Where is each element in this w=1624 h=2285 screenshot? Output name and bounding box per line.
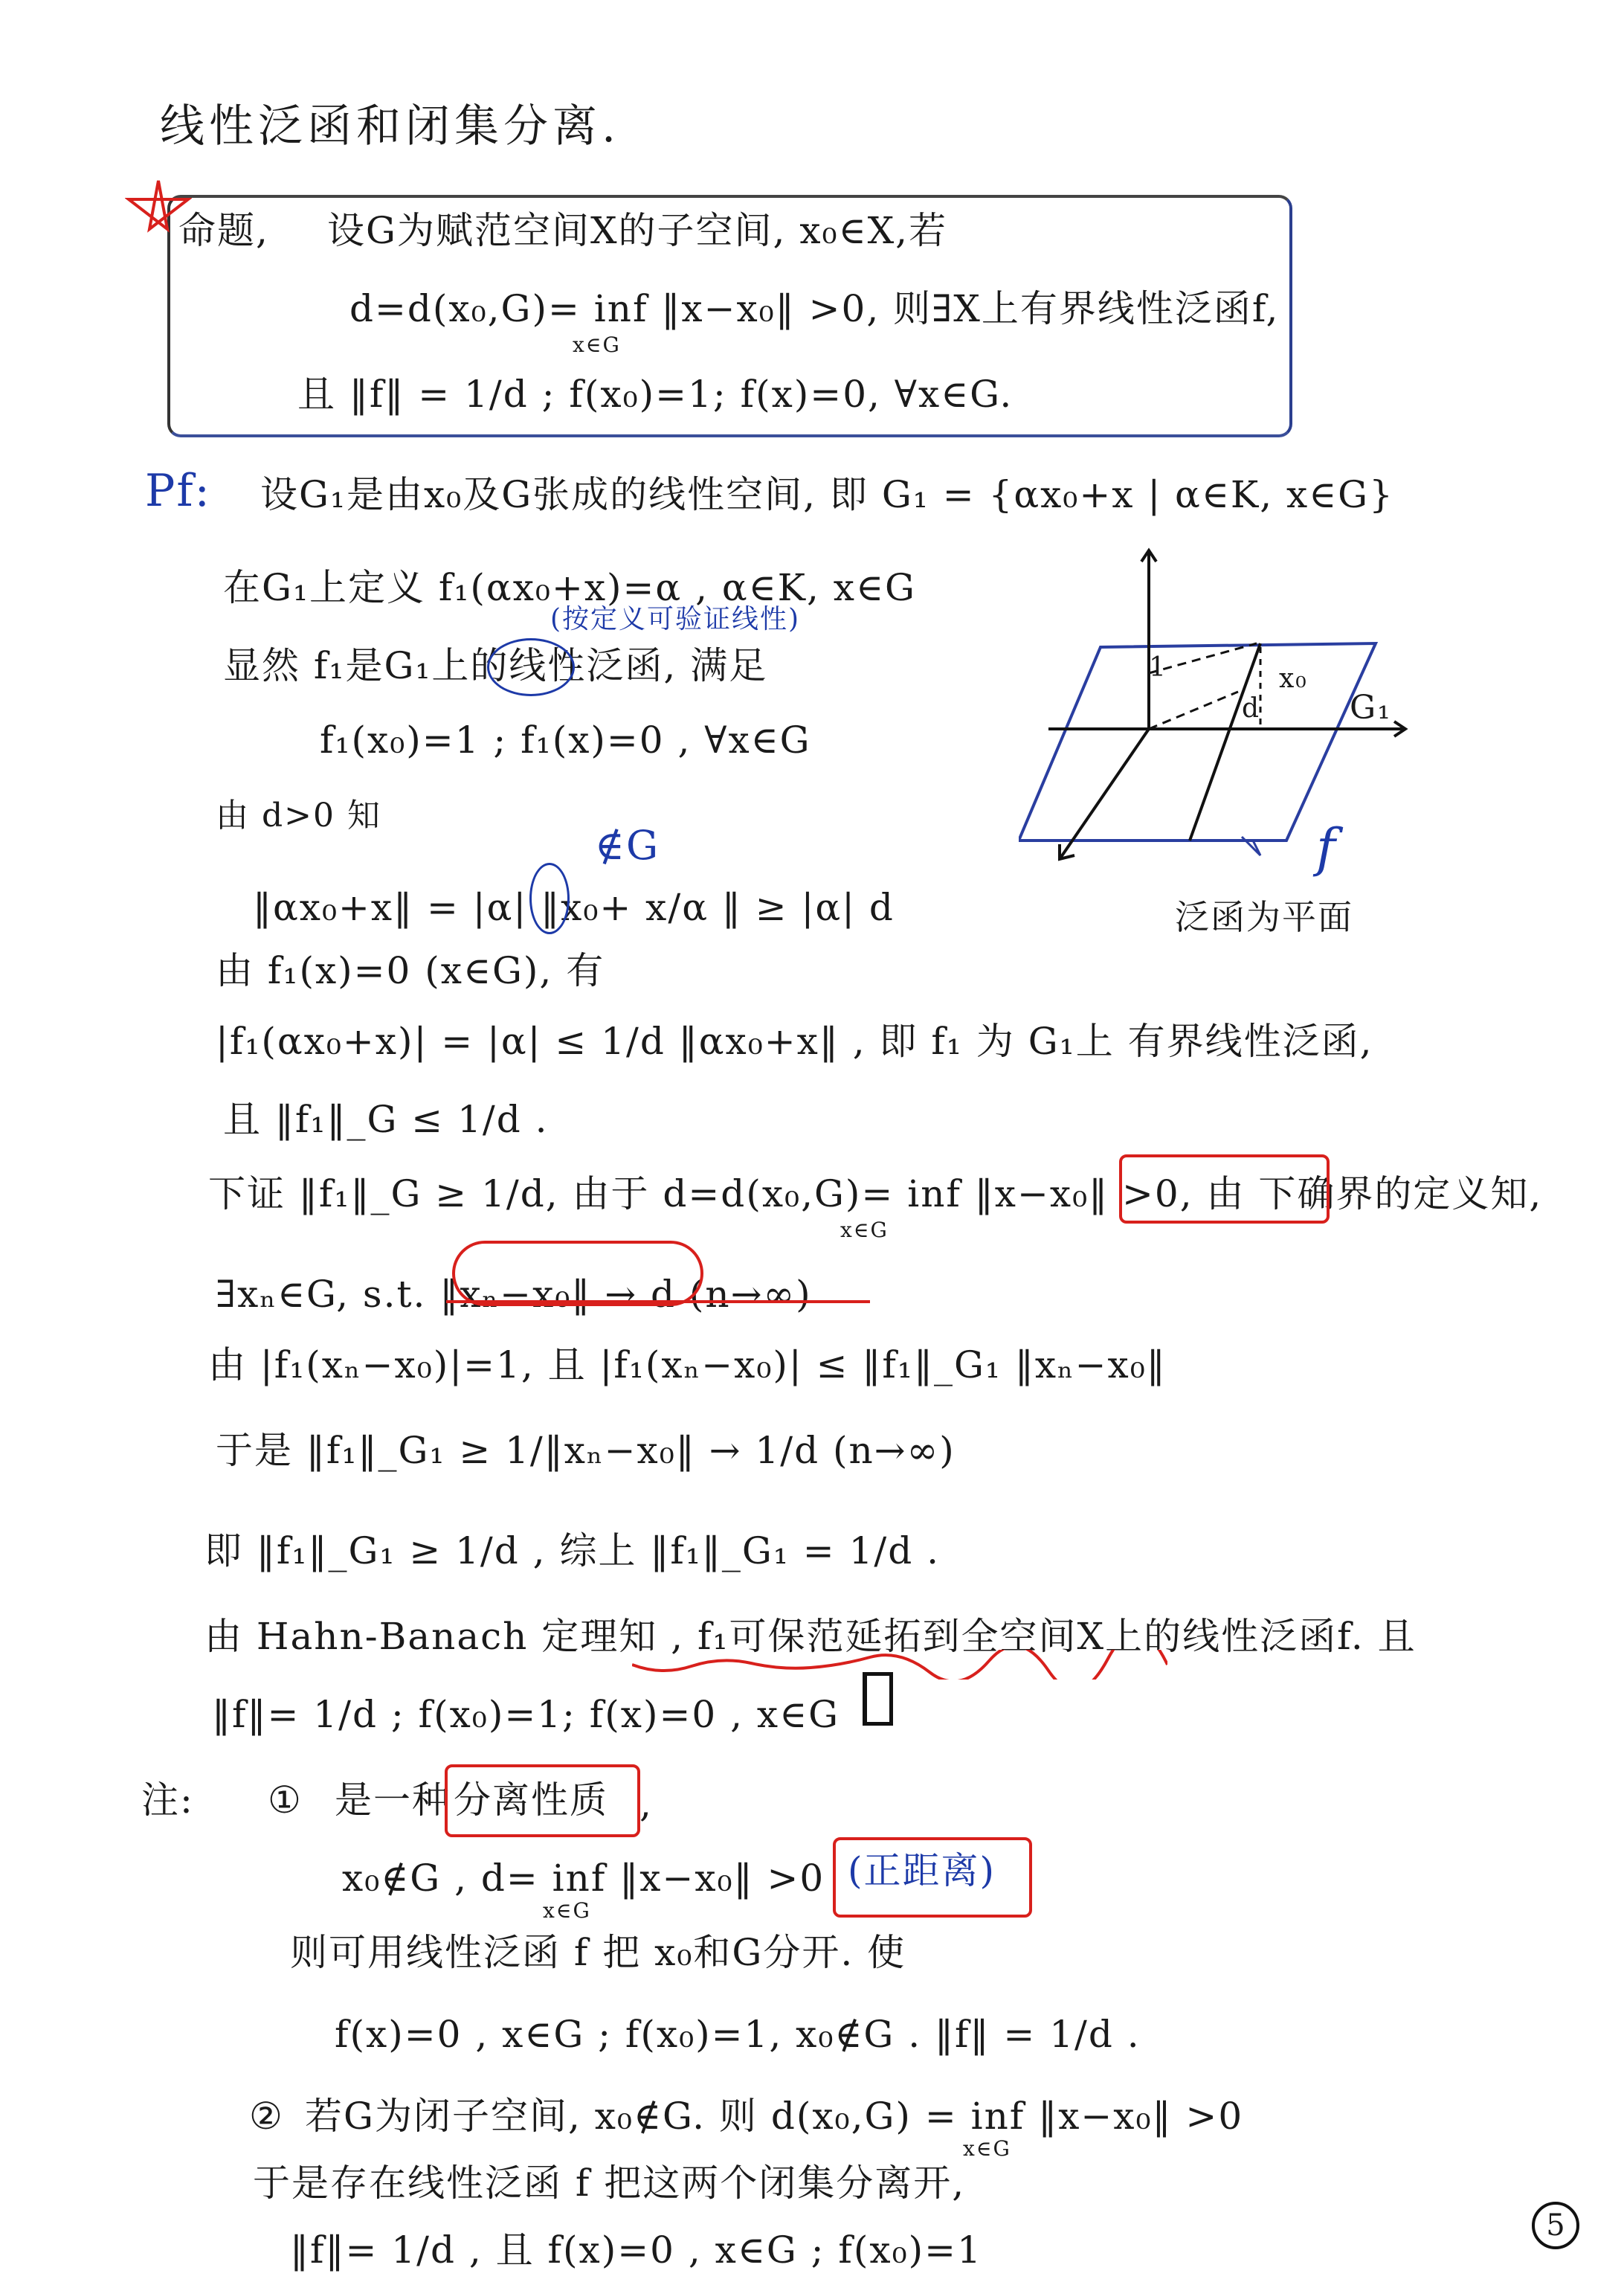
proposition-line-1: 设G为赋范空间X的子空间, x₀∈X,若 [327, 209, 948, 252]
x-over-alpha-circle [529, 863, 570, 934]
proof-line-2: 在G₁上定义 f₁(αx₀+x)=α , α∈K, x∈G [223, 566, 916, 609]
note-2-line-2: 于是存在线性泛函 f 把这两个闭集分离开, [253, 2162, 966, 2205]
convergence-underline [446, 1300, 870, 1303]
positive-distance-label: (正距离) [848, 1849, 996, 1892]
extension-underline [632, 1650, 1167, 1680]
separation-property-box [445, 1764, 640, 1837]
proof-label-text: Pf: [145, 465, 211, 517]
diagram-caption [1175, 897, 1353, 937]
proof-line-3: 显然 f₁是G₁上的线性泛函, 满足 [223, 644, 768, 687]
proposition-label: 命题, [178, 209, 269, 252]
note-1-line-4: f(x)=0 , x∈G ; f(x₀)=1, x₀∉G . ‖f‖ = 1/d . [335, 2013, 1141, 2056]
proof-line-16: ‖f‖= 1/d ; f(x₀)=1; f(x)=0 , x∈G [212, 1693, 840, 1736]
proposition-line-3: 且 ‖f‖ = 1/d ; f(x₀)=1; f(x)=0, ∀x∈G. [297, 373, 1014, 416]
note-1-number: ① [268, 1778, 303, 1822]
proof-line-8: |f₁(αx₀+x)| = |α| ≤ 1/d ‖αx₀+x‖ , 即 f₁ 为 G₁上 有界线性泛函, [216, 1020, 1373, 1063]
proof-line-12: 由 |f₁(xₙ−x₀)|=1, 且 |f₁(xₙ−x₀)| ≤ ‖f₁‖_G₁ ‖xₙ−x₀‖ [208, 1343, 1167, 1386]
proof-line-11: ∃xₙ∈G, s.t. ‖xₙ−x₀‖ → d (n→∞) [216, 1273, 812, 1316]
diagram-label-f: f [1316, 817, 1337, 878]
note-1-boxed: 分离性质 [454, 1778, 608, 1822]
note-2-number: ② [249, 2095, 284, 2138]
proof-line-14: 即 ‖f₁‖_G₁ ≥ 1/d , 综上 ‖f₁‖_G₁ = 1/d . [204, 1529, 941, 1572]
linearity-circle [487, 638, 575, 696]
note-1-line-2: x₀∉G , d= inf ‖x−x₀‖ >0 [342, 1857, 825, 1900]
diagram-label-d: d [1242, 693, 1261, 724]
convergence-circle [452, 1241, 703, 1306]
notes-label: 注: [141, 1778, 194, 1822]
page-title: 线性泛函和闭集分离. [160, 100, 621, 152]
proof-line-4: f₁(x₀)=1 ; f₁(x)=0 , ∀x∈G [320, 719, 811, 762]
inf-subscript-2: x∈G [840, 1218, 889, 1242]
note-1-line-3: 则可用线性泛函 f 把 x₀和G分开. 使 [290, 1931, 906, 1974]
proof-line-6: ‖αx₀+x‖ = |α| ‖x₀+ x/α ‖ ≥ |α| d [253, 886, 895, 929]
infimum-definition-box [1119, 1154, 1330, 1224]
proof-label [145, 465, 211, 517]
note-2-line-3: ‖f‖= 1/d , 且 f(x)=0 , x∈G ; f(x₀)=1 [290, 2228, 982, 2272]
proof-line-15: 由 Hahn-Banach 定理知 , f₁可保范延拓到全空间X上的线性泛函f. 且 [204, 1615, 1417, 1658]
note-1-inf-sub: x∈G [543, 1898, 591, 1923]
proposition-line-2: d=d(x₀,G)= inf ‖x−x₀‖ >0, 则∃X上有界线性泛函f, [349, 287, 1280, 330]
diagram-label-1: 1 [1149, 652, 1167, 683]
linearity-annotation: (按定义可验证线性) [550, 604, 801, 634]
note-1-prefix: 是一种 [335, 1778, 451, 1822]
note-1-suffix: , [639, 1782, 653, 1825]
proof-line-9: 且 ‖f₁‖_G ≤ 1/d . [223, 1098, 549, 1141]
diagram-label-G1: G₁ [1350, 689, 1392, 727]
functional-plane-sketch [1019, 543, 1435, 930]
page-number: 5 [1532, 2202, 1579, 2249]
inf-subscript: x∈G [573, 332, 621, 357]
proof-line-1: 设G₁是由x₀及G张成的线性空间, 即 G₁ = {αx₀+x | α∈K, x∈G} [260, 473, 1394, 516]
proof-line-5: 由 d>0 知 [216, 797, 381, 835]
diagram-label-x0: x₀ [1279, 663, 1308, 694]
proof-line-13: 于是 ‖f₁‖_G₁ ≥ 1/‖xₙ−x₀‖ → 1/d (n→∞) [216, 1429, 956, 1472]
note-2-inf-sub: x∈G [963, 2136, 1011, 2161]
diagram-caption-text: 泛函为平面 [1175, 897, 1353, 937]
proof-line-7: 由 f₁(x)=0 (x∈G), 有 [216, 949, 605, 992]
proof-line-10: 下证 ‖f₁‖_G ≥ 1/d, 由于 d=d(x₀,G)= inf ‖x−x₀‖ >0, 由 下确界的定义知, [208, 1172, 1543, 1215]
not-in-G-note: ∉G [595, 822, 660, 869]
positive-distance-box [833, 1837, 1032, 1918]
note-2-line-1: 若G为闭子空间, x₀∉G. 则 d(x₀,G) = inf ‖x−x₀‖ >0 [305, 2095, 1244, 2138]
qed-symbol [863, 1672, 893, 1726]
